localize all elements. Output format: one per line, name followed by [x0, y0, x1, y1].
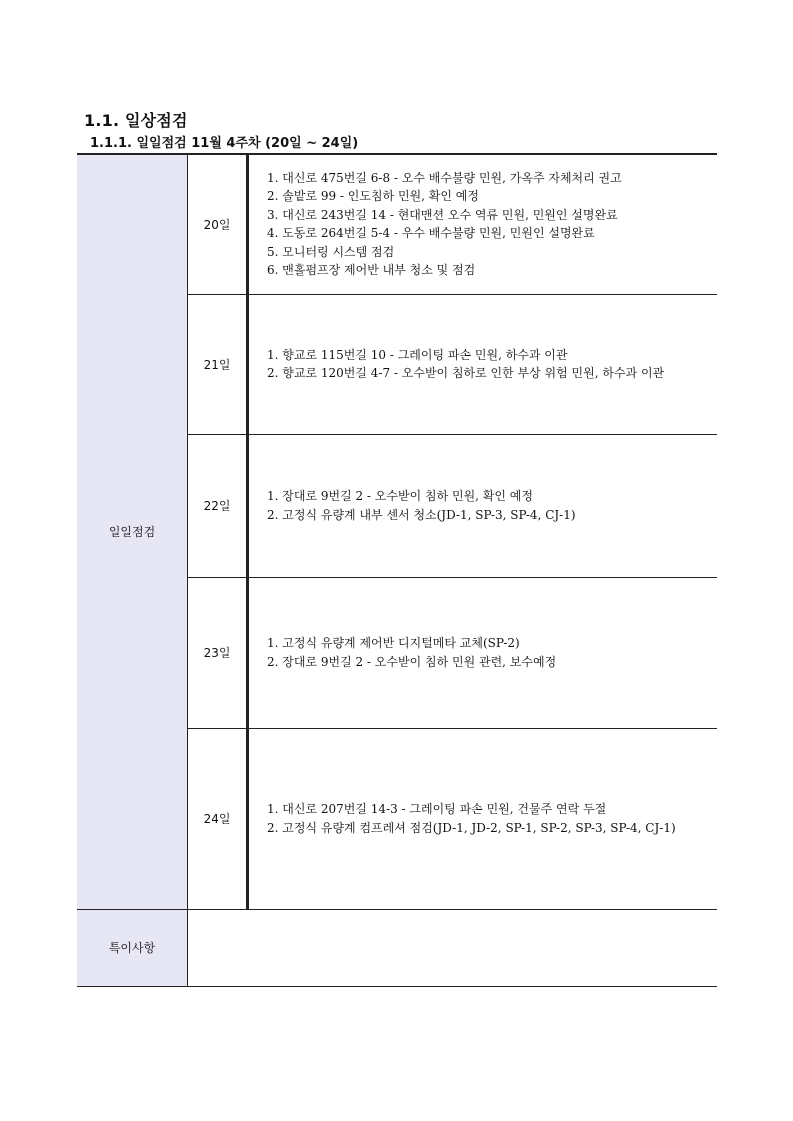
date-cell: 22일 [188, 434, 248, 577]
list-item: 6. 맨홀펌프장 제어반 내부 청소 및 점검 [267, 263, 476, 278]
list-item: 1. 향교로 115번길 10 - 그레이팅 파손 민원, 하수과 이관 [267, 347, 568, 362]
subsection-heading: 1.1.1. 일일점검 11월 4주차 (20일 ~ 24일) [90, 136, 359, 151]
date-cell: 23일 [188, 577, 248, 728]
table-row-day-1 [77, 154, 717, 294]
list-item: 5. 모니터링 시스템 점검 [267, 244, 395, 259]
date-cell: 20일 [188, 154, 248, 294]
items-cell [248, 434, 718, 577]
daily-inspection-table [77, 153, 717, 987]
list-item: 2. 장대로 9번길 2 - 오수받이 침하 민원 관련, 보수예정 [267, 654, 557, 669]
item-list [267, 346, 717, 383]
list-item: 1. 대신로 207번길 14-3 - 그레이팅 파손 민원, 건물주 연락 두절 [267, 802, 607, 817]
date-cell: 21일 [188, 294, 248, 434]
item-list [267, 487, 717, 524]
date-cell: 24일 [188, 728, 248, 909]
list-item: 2. 고정식 유량계 내부 센서 청소(JD-1, SP-3, SP-4, CJ-1) [267, 507, 576, 522]
category-cell: 일일점검 [77, 154, 188, 909]
notes-value-cell [188, 909, 718, 986]
notes-label-cell: 특이사항 [77, 909, 188, 986]
list-item: 2. 고정식 유량계 컴프레셔 점검(JD-1, JD-2, SP-1, SP-2, SP-3, SP-4, CJ-1) [267, 820, 676, 835]
list-item: 4. 도동로 264번길 5-4 - 우수 배수불량 민원, 민원인 설명완료 [267, 226, 595, 241]
items-cell [248, 728, 718, 909]
item-list [267, 634, 717, 671]
item-list [267, 169, 717, 279]
list-item: 1. 장대로 9번길 2 - 오수받이 침하 민원, 확인 예정 [267, 489, 533, 504]
list-item: 3. 대신로 243번길 14 - 현대맨션 오수 역류 민원, 민원인 설명완료 [267, 207, 618, 222]
items-cell [248, 294, 718, 434]
notes-row [77, 909, 717, 986]
list-item: 2. 향교로 120번길 4-7 - 오수받이 침하로 인한 부상 위험 민원, 하수과 이관 [267, 366, 665, 380]
list-item: 1. 대신로 475번길 6-8 - 오수 배수불량 민원, 가옥주 자체처리 권고 [267, 171, 622, 186]
section-heading: 1.1. 일상점검 [84, 111, 188, 130]
items-cell [248, 154, 718, 294]
items-cell [248, 577, 718, 728]
list-item: 1. 고정식 유량계 제어반 디지털메타 교체(SP-2) [267, 636, 520, 651]
list-item: 2. 솔밭로 99 - 인도침하 민원, 확인 예정 [267, 189, 479, 204]
item-list [267, 800, 717, 837]
